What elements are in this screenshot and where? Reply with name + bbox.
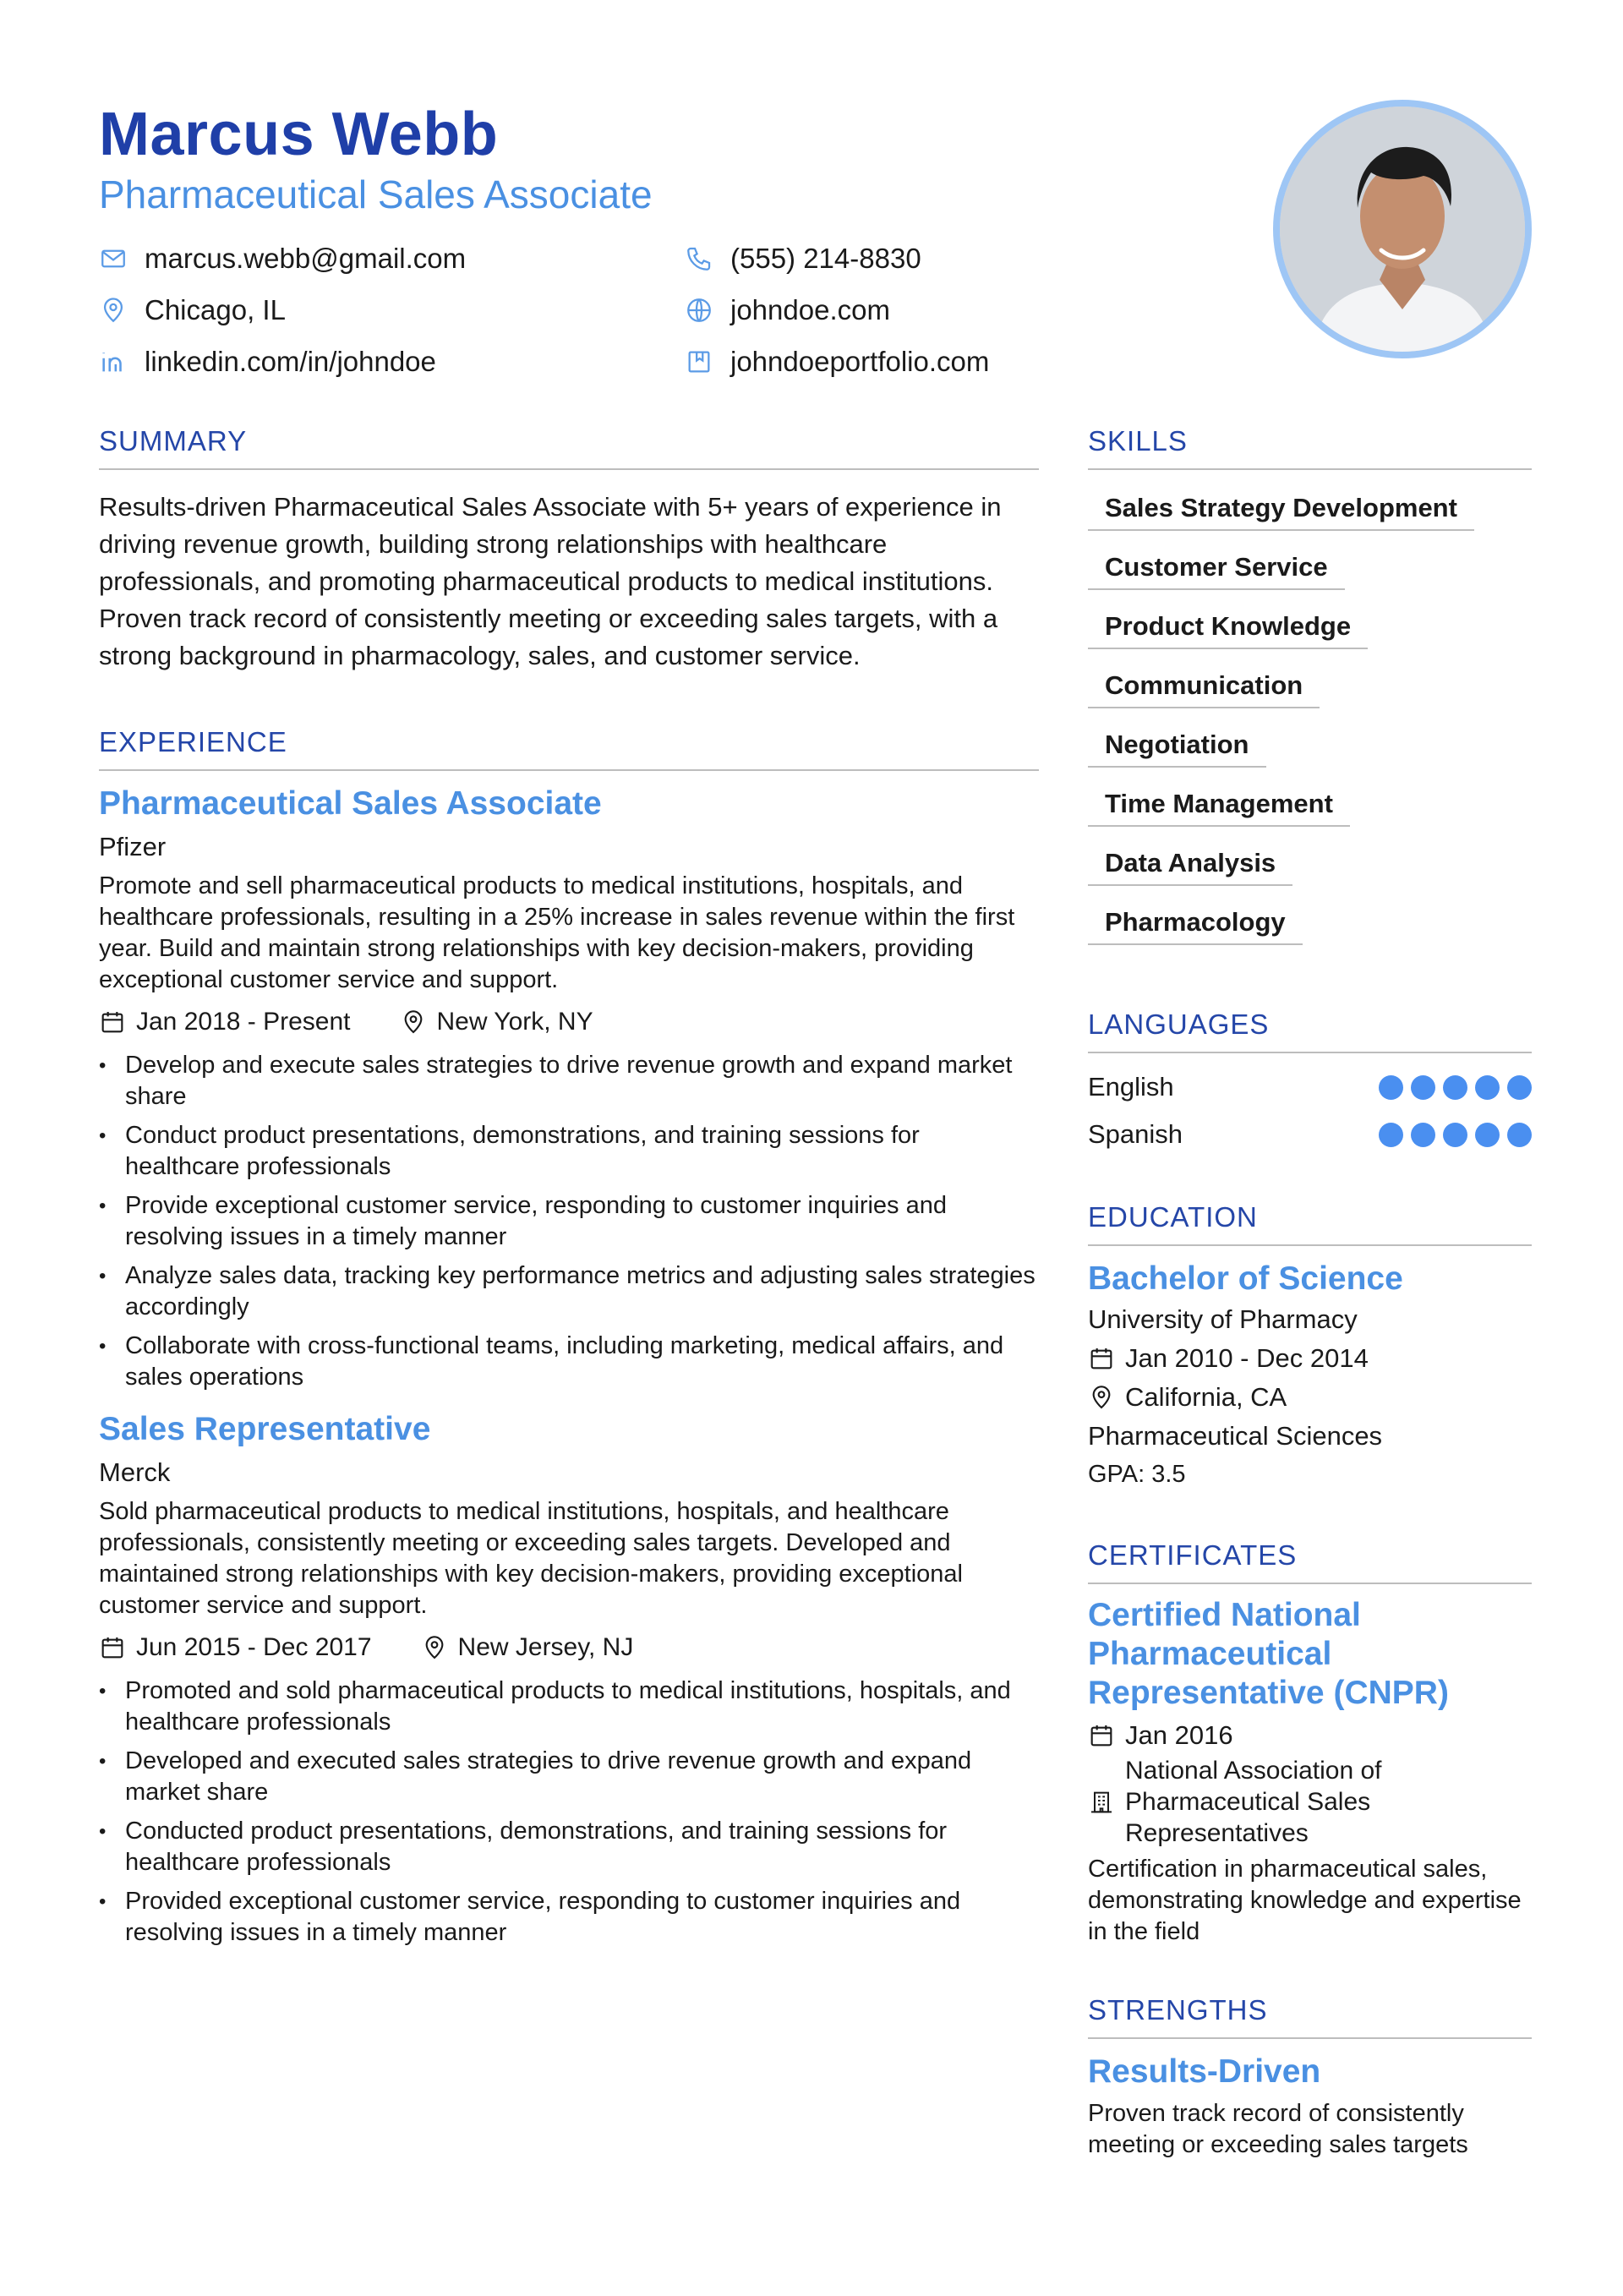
certificate-description: Certification in pharmaceutical sales, demonstrating knowledge and expertise in the field: [1088, 1856, 1522, 1945]
job-dates: Jun 2015 - Dec 2017: [136, 1633, 372, 1661]
language-name: Spanish: [1088, 1119, 1183, 1149]
education-section: [1088, 1199, 1532, 1493]
level-dot: [1475, 1123, 1500, 1147]
job-meta: [99, 1630, 1039, 1665]
certificate-date-row: [1088, 1716, 1532, 1755]
certificate-issuer: National Association of Pharmaceutical Sales Representatives: [1125, 1757, 1382, 1847]
school-name: University of Pharmacy: [1088, 1304, 1358, 1334]
portfolio-text: johndoeportfolio.com: [730, 345, 990, 377]
summary-text: Results-driven Pharmaceutical Sales Associate with 5+ years of experience in driving revenue growth, building strong relationships with healthcare professionals, and promoting pharmaceutical products to medical institutions. Proven track record of consistently meeting or exceeding sales targets, with a strong background in pharmacology, sales, and customer service.: [99, 492, 1002, 670]
job-dates: Jan 2018 - Present: [136, 1008, 351, 1036]
resume-header: [99, 100, 1071, 218]
contact-email[interactable]: [99, 238, 685, 278]
degree-title: Bachelor of Science: [1088, 1260, 1403, 1297]
linkedin-text: linkedin.com/in/johndoe: [145, 345, 436, 377]
skill-tag: Sales Strategy Development: [1088, 490, 1474, 531]
strengths-section: [1088, 1992, 1532, 2161]
experience-heading: EXPERIENCE: [99, 724, 1039, 771]
gpa: GPA: 3.5: [1088, 1461, 1186, 1488]
globe-icon: [685, 296, 713, 325]
job-meta: [99, 1004, 1039, 1040]
list-item: • Developed and executed sales strategies to drive revenue growth and expand market share: [99, 1746, 1039, 1808]
calendar-icon: [99, 1634, 126, 1661]
level-dot: [1411, 1123, 1435, 1147]
map-pin-icon: [421, 1634, 448, 1661]
education-heading: EDUCATION: [1088, 1199, 1532, 1246]
email-text: marcus.webb@gmail.com: [145, 242, 467, 274]
phone-text: (555) 214-8830: [730, 242, 921, 274]
person-silhouette-icon: [1280, 107, 1525, 352]
map-pin-icon: [99, 296, 128, 325]
skill-tag: Customer Service: [1088, 549, 1345, 590]
language-name: English: [1088, 1072, 1174, 1102]
language-level-dots: [1371, 1075, 1532, 1100]
job-bullets: [99, 1676, 1039, 1949]
list-item: • Conducted product presentations, demonstrations, and training sessions for healthcare professionals: [99, 1816, 1039, 1878]
list-item: • Analyze sales data, tracking key performance metrics and adjusting sales strategies accordingly: [99, 1260, 1039, 1323]
level-dot: [1507, 1123, 1532, 1147]
strength-description: Proven track record of consistently meeting or exceeding sales targets: [1088, 2100, 1468, 2158]
job-description: Sold pharmaceutical products to medical institutions, hospitals, and healthcare professionals, consistently meeting or exceeding sales targets. Developed and maintained strong relationships with key decision-makers, providing exceptional customer service and support.: [99, 1498, 963, 1619]
list-item: • Promoted and sold pharmaceutical products to medical institutions, hospitals, and healthcare professionals: [99, 1676, 1039, 1738]
skills-heading: SKILLS: [1088, 423, 1532, 470]
contact-linkedin[interactable]: [99, 342, 685, 381]
linkedin-icon: [99, 347, 128, 376]
level-dot: [1443, 1123, 1467, 1147]
certificates-section: [1088, 1537, 1532, 1948]
level-dot: [1411, 1075, 1435, 1100]
job-location: New York, NY: [436, 1008, 593, 1036]
summary-section: [99, 423, 1039, 675]
job-location: New Jersey, NJ: [457, 1633, 634, 1661]
job-description: Promote and sell pharmaceutical products to medical institutions, hospitals, and healthcare professionals, resulting in a 25% increase in sales revenue within the first year. Build and maintain strong relationships with key decision-makers, providing exceptional customer service and support.: [99, 872, 1015, 993]
right-column: [1088, 423, 1532, 2161]
candidate-job-title: Pharmaceutical Sales Associate: [99, 172, 653, 216]
left-column: [99, 423, 1039, 1956]
calendar-icon: [1088, 1722, 1115, 1749]
skills-section: [1088, 423, 1532, 964]
skill-tag: Communication: [1088, 668, 1320, 708]
skill-tag: Pharmacology: [1088, 905, 1303, 945]
strength-title: Results-Driven: [1088, 2053, 1321, 2090]
website-text: johndoe.com: [730, 293, 890, 325]
profile-photo: [1273, 100, 1532, 358]
list-item: • Conduct product presentations, demonstrations, and training sessions for healthcare professionals: [99, 1120, 1039, 1183]
bookmark-icon: [685, 347, 713, 376]
list-item: • Collaborate with cross-functional teams, including marketing, medical affairs, and sales operations: [99, 1331, 1039, 1393]
job-company: Pfizer: [99, 832, 167, 861]
level-dot: [1379, 1075, 1403, 1100]
job-entry: [99, 1408, 1039, 1949]
education-dates: Jan 2010 - Dec 2014: [1125, 1343, 1369, 1373]
summary-heading: SUMMARY: [99, 423, 1039, 470]
certificate-issuer-row: [1088, 1755, 1532, 1849]
job-entry: [99, 783, 1039, 1393]
education-dates-row: [1088, 1339, 1532, 1378]
certificate-date: Jan 2016: [1125, 1720, 1233, 1750]
languages-heading: LANGUAGES: [1088, 1006, 1532, 1053]
list-item: • Develop and execute sales strategies to drive revenue growth and expand market share: [99, 1050, 1039, 1112]
list-item: • Provide exceptional customer service, responding to customer inquiries and resolving issues in a timely manner: [99, 1190, 1039, 1253]
experience-section: [99, 724, 1039, 1949]
language-row: [1088, 1063, 1532, 1111]
certificate-title: Certified National Pharmaceutical Representative (CNPR): [1088, 1597, 1449, 1711]
job-title: Pharmaceutical Sales Associate: [99, 785, 602, 822]
location-text: Chicago, IL: [145, 293, 286, 325]
level-dot: [1379, 1123, 1403, 1147]
phone-icon: [685, 244, 713, 273]
field-of-study: Pharmaceutical Sciences: [1088, 1421, 1383, 1451]
education-location: California, CA: [1125, 1382, 1287, 1412]
education-location-row: [1088, 1378, 1532, 1417]
job-bullets: [99, 1050, 1039, 1393]
contact-phone[interactable]: [685, 238, 1071, 278]
envelope-icon: [99, 244, 128, 273]
level-dot: [1443, 1075, 1467, 1100]
skills-list: [1088, 490, 1532, 964]
strengths-heading: STRENGTHS: [1088, 1992, 1532, 2039]
map-pin-icon: [1088, 1384, 1115, 1411]
language-row: [1088, 1111, 1532, 1158]
level-dot: [1475, 1075, 1500, 1100]
level-dot: [1507, 1075, 1532, 1100]
contact-list: [99, 238, 1071, 381]
skill-tag: Data Analysis: [1088, 845, 1292, 886]
list-item: • Provided exceptional customer service, responding to customer inquiries and resolving issues in a timely manner: [99, 1886, 1039, 1949]
language-level-dots: [1371, 1123, 1532, 1147]
candidate-name: Marcus Webb: [99, 101, 499, 168]
skill-tag: Product Knowledge: [1088, 609, 1368, 649]
job-title: Sales Representative: [99, 1411, 431, 1447]
contact-location: [99, 290, 685, 330]
skill-tag: Negotiation: [1088, 727, 1266, 768]
map-pin-icon: [400, 1009, 427, 1036]
building-icon: [1088, 1789, 1115, 1816]
skill-tag: Time Management: [1088, 786, 1350, 827]
contact-website[interactable]: [685, 290, 1071, 330]
languages-section: [1088, 1006, 1532, 1158]
job-company: Merck: [99, 1457, 171, 1487]
calendar-icon: [99, 1009, 126, 1036]
calendar-icon: [1088, 1345, 1115, 1372]
contact-portfolio[interactable]: [685, 342, 1071, 381]
certificates-heading: CERTIFICATES: [1088, 1537, 1532, 1584]
